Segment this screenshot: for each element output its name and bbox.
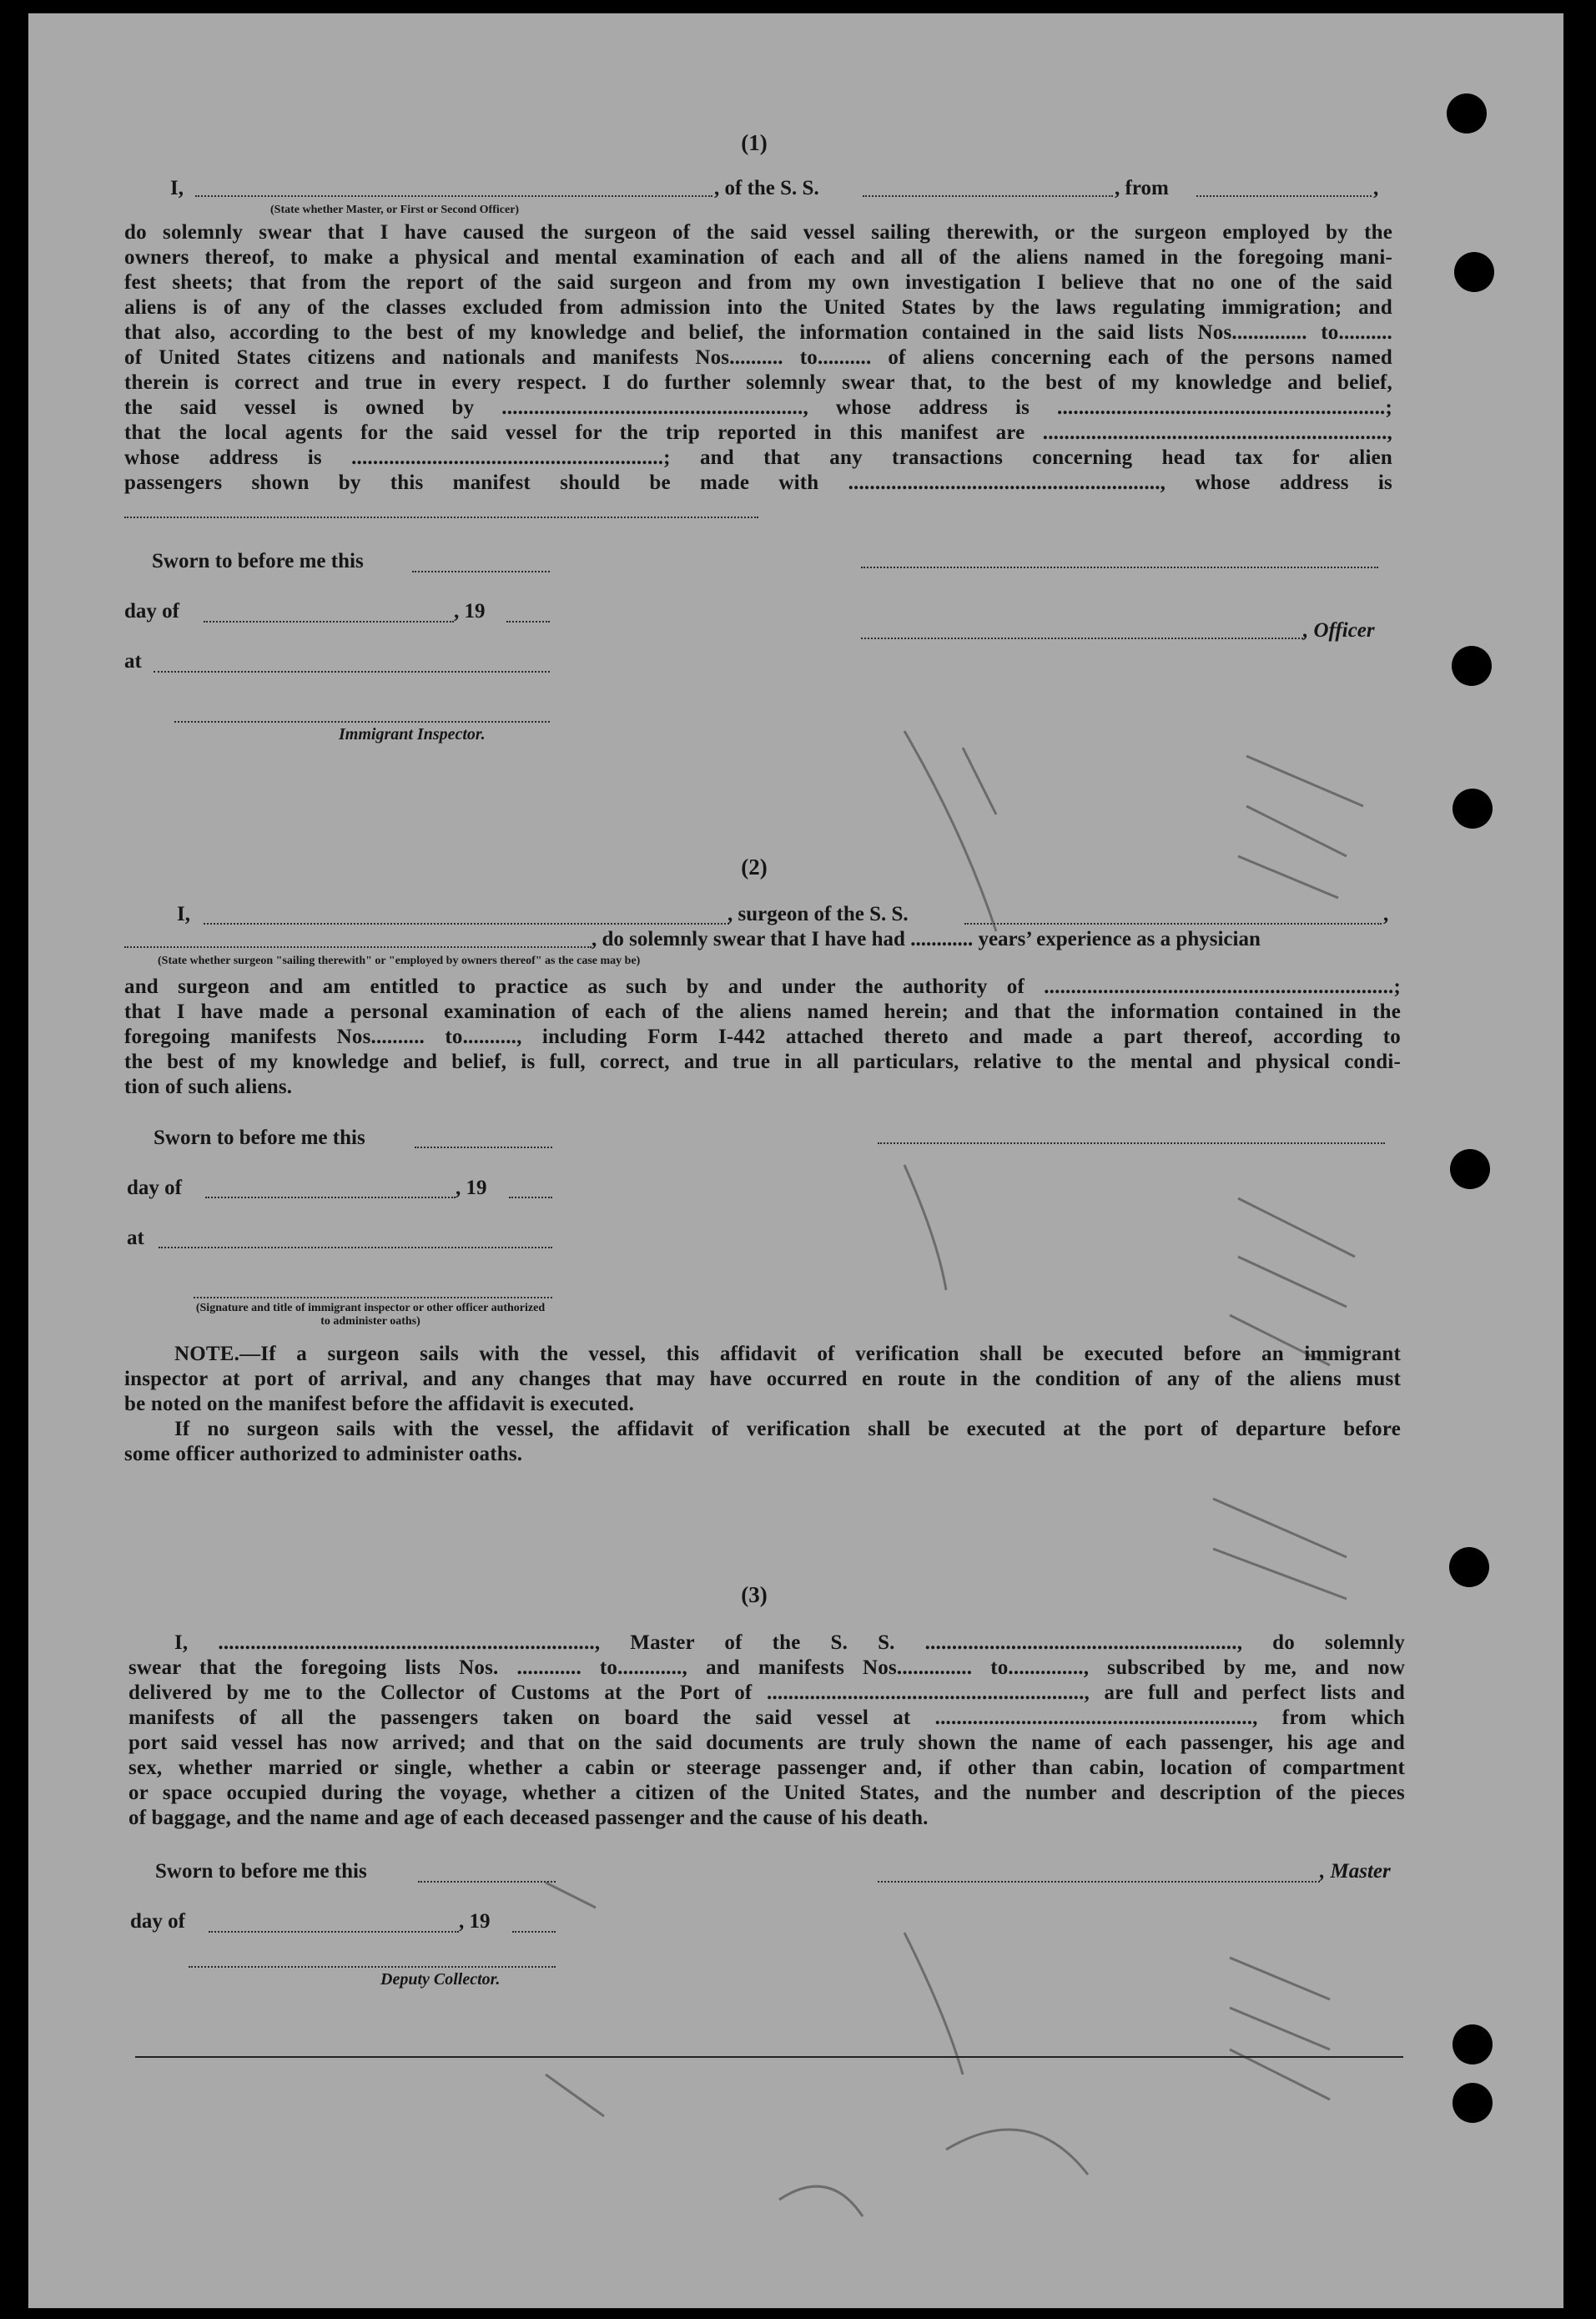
s1-line: passengers shown by this manifest should be made with .........................................................., whose address is xyxy=(124,471,1392,494)
section-3-heading: (3) xyxy=(741,1582,768,1607)
s3-collector-label: Deputy Collector. xyxy=(380,1970,501,1989)
s2-surgeon-name-field[interactable] xyxy=(204,923,729,925)
s3-line: sex, whether married or single, whether a cabin or steerage passenger and, if other than cabin, location of compartment xyxy=(128,1757,1405,1779)
manifest-back-page xyxy=(28,13,1563,2308)
s3-day-field[interactable] xyxy=(209,1931,459,1933)
s1-of-ss-label: , of the S. S. xyxy=(714,177,819,199)
s2-line: tion of such aliens. xyxy=(124,1076,293,1098)
s2-year-label: , 19 xyxy=(456,1177,487,1199)
s1-day-of-label: day of xyxy=(124,600,179,623)
s3-line: I, ......................................................................, Master of the S. S. .........................................................., do solemnly xyxy=(174,1631,1405,1654)
s2-sworn-date-field[interactable] xyxy=(415,1147,552,1148)
s2-swear-line: , do solemnly swear that I have had ............ years’ experience as a physician xyxy=(592,928,1261,950)
s1-from-port-field[interactable] xyxy=(1196,195,1372,197)
s1-inspector-label: Immigrant Inspector. xyxy=(339,725,486,744)
s1-year-field[interactable] xyxy=(506,621,550,623)
s2-year-field[interactable] xyxy=(509,1197,552,1198)
s1-year-label: , 19 xyxy=(454,600,486,623)
s2-note-line: NOTE.—If a surgeon sails with the vessel, this affidavit of verification shall be executed before an immigrant xyxy=(174,1343,1401,1365)
s1-line: owners thereof, to make a physical and mental examination of each and all of the aliens named in the foregoing mani- xyxy=(124,246,1392,269)
s1-officer-signature-field[interactable] xyxy=(861,567,1378,568)
s3-collector-signature-field[interactable] xyxy=(189,1966,556,1968)
s1-at-label: at xyxy=(124,650,142,673)
s2-line: foregoing manifests Nos.......... to.........., including Form I-442 attached thereto and made a part thereof, according to xyxy=(124,1026,1401,1048)
s3-line: port said vessel has now arrived; and that on the said documents are truly shown the name of each passenger, his age and xyxy=(128,1732,1405,1754)
s2-at-field[interactable] xyxy=(159,1247,552,1248)
s1-line: the said vessel is owned by ........................................................, whose address is .............................................................; xyxy=(124,396,1392,419)
s1-line: whose address is ..........................................................; and that any transactions concerning head tax for alien xyxy=(124,446,1392,469)
s1-line: that also, according to the best of my knowledge and belief, the information contained in the said lists Nos.............. to.......... xyxy=(124,321,1392,344)
s1-vessel-name-field[interactable] xyxy=(863,195,1113,197)
s1-line: of United States citizens and nationals and manifests Nos.......... to.......... of aliens concerning each of the persons named xyxy=(124,346,1392,369)
s2-inspector-signature-field[interactable] xyxy=(194,1297,552,1298)
s2-note-line: some officer authorized to administer oaths. xyxy=(124,1443,523,1465)
s2-note-line: inspector at port of arrival, and any changes that may have occurred en route in the condition of any of the aliens must xyxy=(124,1368,1401,1390)
s1-from-label: , from xyxy=(1115,177,1169,199)
s3-master-label: , Master xyxy=(1320,1860,1391,1883)
s1-line: that the local agents for the said vessel for the trip reported in this manifest are ................................................................, xyxy=(124,421,1392,444)
s1-officer-rank-field[interactable] xyxy=(195,195,712,197)
s3-line: of baggage, and the name and age of each deceased passenger and the cause of his death. xyxy=(128,1807,929,1829)
s1-sworn-label: Sworn to before me this xyxy=(152,550,364,572)
s3-line: swear that the foregoing lists Nos. ............ to............, and manifests Nos.............. to.............., subscribed by me, and now xyxy=(128,1656,1405,1679)
s3-day-of-label: day of xyxy=(130,1910,185,1933)
s1-sworn-date-field[interactable] xyxy=(412,571,550,572)
s2-surgeon-ss-label: , surgeon of the S. S. xyxy=(728,903,909,925)
s1-rank-caption: (State whether Master, or First or Second Officer) xyxy=(270,204,520,216)
s1-inspector-signature-field[interactable] xyxy=(174,721,550,723)
s3-line: delivered by me to the Collector of Customs at the Port of ..........................................................., are full and perfect lists and xyxy=(128,1681,1405,1704)
s2-i-label: I, xyxy=(177,903,190,925)
s2-day-field[interactable] xyxy=(205,1197,456,1198)
s3-year-field[interactable] xyxy=(512,1931,556,1933)
s2-sworn-label: Sworn to before me this xyxy=(154,1127,365,1149)
s2-line: the best of my knowledge and belief, is full, correct, and true in all particulars, relative to the mental and physical condi- xyxy=(124,1051,1401,1073)
s2-day-of-label: day of xyxy=(127,1177,182,1199)
s2-signature-caption: (Signature and title of immigrant inspector or other officer authorized to administer oaths) xyxy=(195,1302,546,1328)
s3-sworn-date-field[interactable] xyxy=(418,1881,556,1883)
bottom-rule xyxy=(135,2056,1403,2058)
s2-comma: , xyxy=(1383,903,1389,925)
s3-sworn-label: Sworn to before me this xyxy=(155,1860,367,1883)
s1-head-tax-address-field[interactable] xyxy=(124,517,758,518)
s3-year-label: , 19 xyxy=(459,1910,491,1933)
s2-note-line: If no surgeon sails with the vessel, the affidavit of verification shall be executed at the port of departure before xyxy=(174,1418,1401,1440)
s2-line: that I have made a personal examination of each of the aliens named herein; and that the information contained in the xyxy=(124,1001,1401,1023)
s3-master-signature-field[interactable] xyxy=(878,1881,1320,1883)
s1-comma: , xyxy=(1373,177,1379,199)
s1-officer-label: , Officer xyxy=(1303,619,1375,642)
s2-surgeon-status-field[interactable] xyxy=(124,946,592,948)
section-2-heading: (2) xyxy=(741,855,768,880)
s1-day-field[interactable] xyxy=(204,621,454,623)
s1-officer-name-field[interactable] xyxy=(861,638,1303,639)
s1-line: therein is correct and true in every respect. I do further solemnly swear that, to the best of my knowledge and belief, xyxy=(124,371,1392,394)
s1-line: do solemnly swear that I have caused the surgeon of the said vessel sailing therewith, or the surgeon employed by the xyxy=(124,221,1392,244)
s2-surgeon-signature-field[interactable] xyxy=(878,1142,1385,1144)
section-1-heading: (1) xyxy=(741,130,768,155)
s3-line: manifests of all the passengers taken on board the said vessel at ..........................................................., from which xyxy=(128,1706,1405,1729)
s1-at-field[interactable] xyxy=(154,671,550,673)
s1-line: aliens is of any of the classes excluded from admission into the United States by the laws regulating immigration; and xyxy=(124,296,1392,319)
s2-status-caption: (State whether surgeon "sailing therewith" or "employed by owners thereof" as the case may be) xyxy=(158,955,641,967)
s1-line: fest sheets; that from the report of the said surgeon and from my own investigation I believe that no one of the said xyxy=(124,271,1392,294)
s2-note-line: be noted on the manifest before the affidavit is executed. xyxy=(124,1393,635,1415)
s1-i-label: I, xyxy=(170,177,184,199)
s3-line: or space occupied during the voyage, whether a citizen of the United States, and the number and description of the pieces xyxy=(128,1782,1405,1804)
s2-vessel-name-field[interactable] xyxy=(964,923,1382,925)
s2-at-label: at xyxy=(127,1227,144,1249)
s2-line: and surgeon and am entitled to practice as such by and under the authority of .................................................................; xyxy=(124,975,1401,998)
